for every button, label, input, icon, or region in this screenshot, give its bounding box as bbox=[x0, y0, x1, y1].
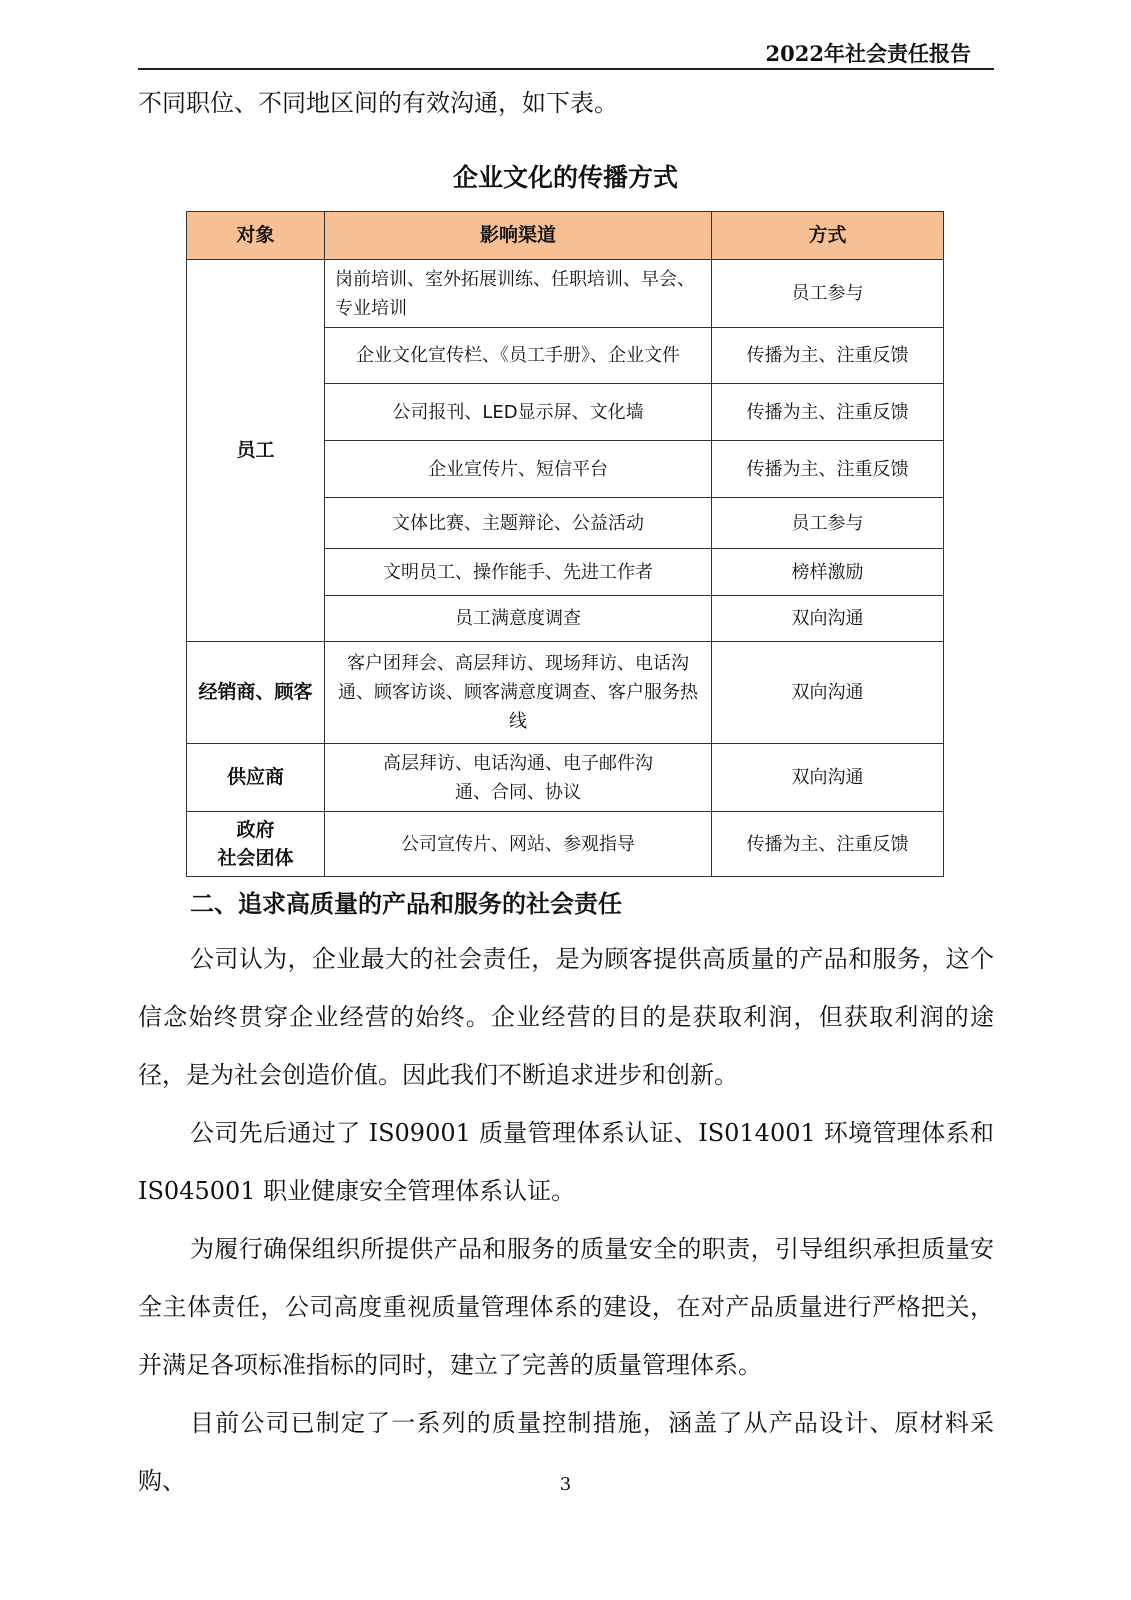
channel-cell: 企业文化宣传栏、《员工手册》、企业文件 bbox=[325, 328, 712, 384]
lead-paragraph: 不同职位、不同地区间的有效沟通，如下表。 bbox=[138, 89, 618, 117]
channel-cell: 岗前培训、室外拓展训练、任职培训、早会、专业培训 bbox=[325, 260, 712, 328]
channel-cell: 员工满意度调查 bbox=[325, 596, 712, 642]
method-cell: 榜样激励 bbox=[712, 549, 944, 596]
table-header-row bbox=[187, 212, 944, 260]
column-header-method: 方式 bbox=[712, 212, 944, 260]
table-row bbox=[187, 812, 944, 877]
method-cell: 传播为主、注重反馈 bbox=[712, 441, 944, 498]
channel-line: 通、合同、协议 bbox=[455, 781, 581, 803]
column-header-channel: 影响渠道 bbox=[325, 212, 712, 260]
report-header-title: 2022年社会责任报告 bbox=[765, 41, 971, 66]
culture-communication-table bbox=[186, 211, 944, 877]
header-divider bbox=[138, 68, 994, 70]
target-line: 社会团体 bbox=[217, 847, 294, 869]
section-heading: 二、追求高质量的产品和服务的社会责任 bbox=[190, 890, 622, 918]
method-cell: 双向沟通 bbox=[712, 642, 944, 744]
target-cell-dealers-customers: 经销商、顾客 bbox=[187, 642, 325, 744]
page-number: 3 bbox=[559, 1474, 572, 1495]
channel-cell: 文体比赛、主题辩论、公益活动 bbox=[325, 498, 712, 549]
channel-line: 高层拜访、电话沟通、电子邮件沟 bbox=[383, 752, 653, 774]
channel-cell bbox=[325, 744, 712, 812]
body-paragraph-4: 目前公司已制定了一系列的质量控制措施，涵盖了从产品设计、原材料采购、 bbox=[138, 1409, 994, 1495]
channel-cell: 公司报刊、LED显示屏、文化墙 bbox=[325, 384, 712, 441]
target-line: 政府 bbox=[236, 819, 275, 841]
method-cell: 员工参与 bbox=[712, 498, 944, 549]
body-paragraph-3: 为履行确保组织所提供产品和服务的质量安全的职责，引导组织承担质量安全主体责任，公司高度重视质量管理体系的建设，在对产品质量进行严格把关，并满足各项标准指标的同时，建立了完善的质量管理体系。 bbox=[138, 1235, 994, 1379]
target-cell-employees: 员工 bbox=[187, 260, 325, 642]
target-cell-suppliers: 供应商 bbox=[187, 744, 325, 812]
channel-cell: 客户团拜会、高层拜访、现场拜访、电话沟通、顾客访谈、顾客满意度调查、客户服务热线 bbox=[325, 642, 712, 744]
column-header-target: 对象 bbox=[187, 212, 325, 260]
method-cell: 传播为主、注重反馈 bbox=[712, 384, 944, 441]
method-cell: 传播为主、注重反馈 bbox=[712, 812, 944, 877]
table-row bbox=[187, 642, 944, 744]
method-cell: 双向沟通 bbox=[712, 596, 944, 642]
target-cell-government bbox=[187, 812, 325, 877]
table-title: 企业文化的传播方式 bbox=[452, 163, 678, 192]
method-cell: 传播为主、注重反馈 bbox=[712, 328, 944, 384]
table-row bbox=[187, 744, 944, 812]
body-paragraph-2: 公司先后通过了 IS09001 质量管理体系认证、IS014001 环境管理体系和 IS045001 职业健康安全管理体系认证。 bbox=[138, 1119, 994, 1205]
channel-cell: 文明员工、操作能手、先进工作者 bbox=[325, 549, 712, 596]
body-paragraph-1: 公司认为，企业最大的社会责任，是为顾客提供高质量的产品和服务，这个信念始终贯穿企业经营的始终。企业经营的目的是获取利润，但获取利润的途径，是为社会创造价值。因此我们不断追求进步和创新。 bbox=[138, 945, 994, 1089]
channel-cell: 公司宣传片、网站、参观指导 bbox=[325, 812, 712, 877]
table-row bbox=[187, 260, 944, 328]
channel-cell: 企业宣传片、短信平台 bbox=[325, 441, 712, 498]
method-cell: 员工参与 bbox=[712, 260, 944, 328]
method-cell: 双向沟通 bbox=[712, 744, 944, 812]
